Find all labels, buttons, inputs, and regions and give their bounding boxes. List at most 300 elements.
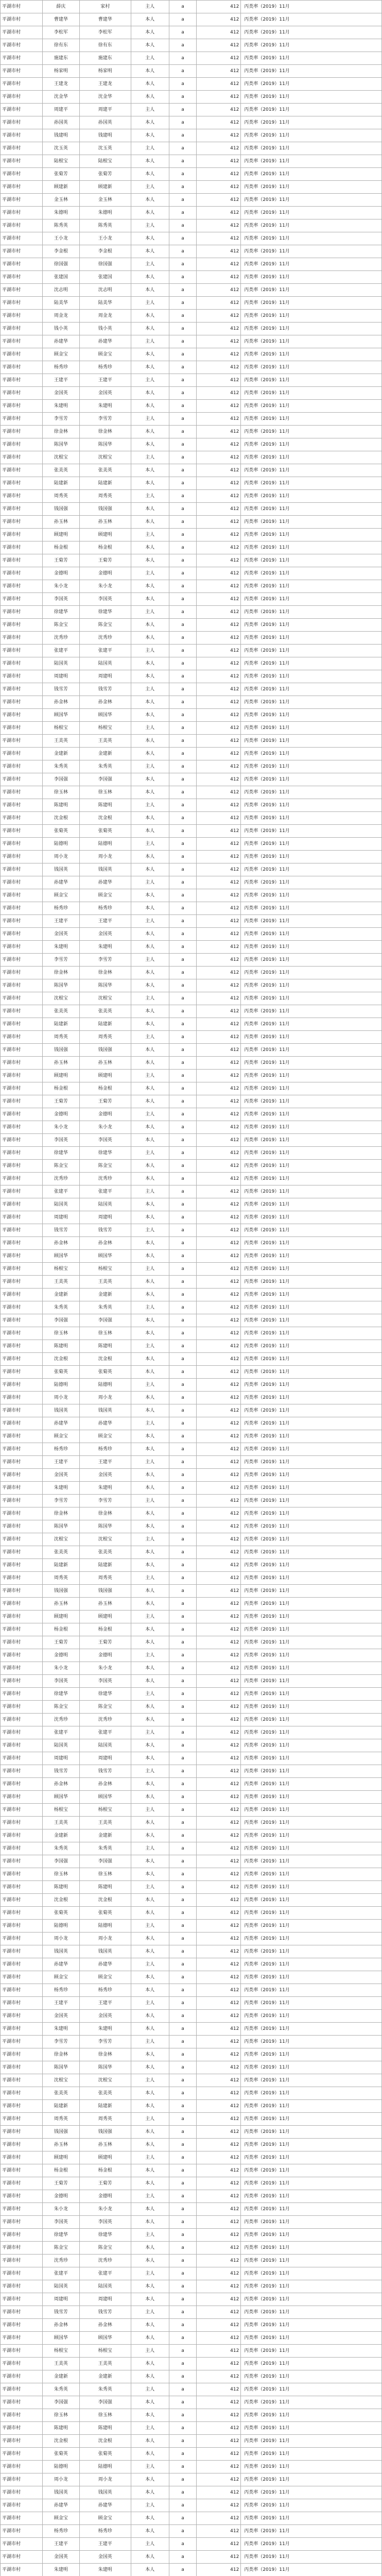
relation-cell: 本人	[131, 1353, 169, 1366]
member-cell: 金建新	[79, 748, 131, 760]
table-row	[1, 1456, 382, 1469]
village-cell: 平湖市村	[1, 863, 43, 876]
relation-cell: 主人	[131, 1920, 169, 1933]
amount-cell: 412	[197, 1327, 241, 1340]
subsidy-cell: 丙类率（2019）11月	[241, 1443, 382, 1456]
subsidy-cell: 丙类率（2019）11月	[241, 838, 382, 851]
name-cell: 徐有东	[42, 39, 79, 52]
name-cell: 顾建新	[42, 181, 79, 194]
village-cell: 平湖市村	[1, 1791, 43, 1804]
relation-cell: 本人	[131, 477, 169, 490]
amount-cell: 412	[197, 1572, 241, 1585]
amount-cell: 412	[197, 1559, 241, 1572]
category-cell: a	[169, 2435, 197, 2448]
table-row	[1, 902, 382, 915]
category-cell: a	[169, 2061, 197, 2074]
amount-cell: 412	[197, 387, 241, 400]
name-cell: 金国英	[42, 1469, 79, 1482]
name-cell: 钱国强	[42, 2126, 79, 2139]
subsidy-cell: 丙类率（2019）11月	[241, 2203, 382, 2216]
amount-cell: 412	[197, 1997, 241, 2010]
village-cell: 平湖市村	[1, 580, 43, 593]
category-cell: a	[169, 503, 197, 516]
amount-cell: 412	[197, 219, 241, 232]
table-row	[1, 181, 382, 194]
table-row	[1, 1855, 382, 1868]
relation-cell: 本人	[131, 593, 169, 606]
amount-cell: 412	[197, 2267, 241, 2280]
relation-cell: 本人	[131, 116, 169, 129]
member-cell: 杨秀珍	[79, 902, 131, 915]
village-cell: 平湖市村	[1, 2087, 43, 2100]
relation-cell: 本人	[131, 194, 169, 207]
member-cell: 张美英	[79, 2087, 131, 2100]
village-cell: 平湖市村	[1, 387, 43, 400]
relation-cell: 本人	[131, 2139, 169, 2151]
subsidy-cell: 丙类率（2019）11月	[241, 799, 382, 812]
subsidy-cell: 丙类率（2019）11月	[241, 554, 382, 567]
name-cell: 金建新	[42, 1829, 79, 1842]
name-cell: 杨秀珍	[42, 2525, 79, 2538]
table-row	[1, 2190, 382, 2203]
category-cell: a	[169, 1340, 197, 1353]
name-cell: 顾国华	[42, 709, 79, 722]
subsidy-cell: 丙类率（2019）11月	[241, 245, 382, 258]
table-row	[1, 348, 382, 361]
member-cell: 陆国英	[79, 657, 131, 670]
name-cell: 金建新	[42, 2370, 79, 2383]
village-cell: 平湖市村	[1, 541, 43, 554]
member-cell: 朱小龙	[79, 1662, 131, 1675]
amount-cell: 412	[197, 426, 241, 438]
category-cell: a	[169, 1881, 197, 1894]
relation-cell: 本人	[131, 1005, 169, 1018]
member-cell: 李国强	[79, 1855, 131, 1868]
subsidy-cell: 丙类率（2019）11月	[241, 851, 382, 863]
member-cell: 周小龙	[79, 1933, 131, 1945]
member-cell: 陈国华	[79, 438, 131, 451]
village-cell: 平湖市村	[1, 1185, 43, 1198]
table-row	[1, 451, 382, 464]
relation-cell: 本人	[131, 1855, 169, 1868]
member-cell: 陆建新	[79, 2100, 131, 2113]
relation-cell: 主人	[131, 2422, 169, 2435]
category-cell: a	[169, 967, 197, 979]
village-cell: 平湖市村	[1, 2448, 43, 2461]
subsidy-cell: 丙类率（2019）11月	[241, 2435, 382, 2448]
member-cell: 朱小龙	[79, 580, 131, 593]
category-cell: a	[169, 876, 197, 889]
category-cell: a	[169, 1804, 197, 1817]
subsidy-cell: 丙类率（2019）11月	[241, 503, 382, 516]
table-row	[1, 2461, 382, 2473]
relation-cell: 本人	[131, 2525, 169, 2538]
relation-cell: 主人	[131, 181, 169, 194]
amount-cell: 412	[197, 1507, 241, 1520]
name-cell: 沈志明	[42, 284, 79, 297]
subsidy-cell: 丙类率（2019）11月	[241, 1430, 382, 1443]
subsidy-cell: 丙类率（2019）11月	[241, 2345, 382, 2358]
member-cell: 沈金根	[79, 1894, 131, 1907]
name-cell: 周建平	[42, 104, 79, 116]
relation-cell: 主人	[131, 1997, 169, 2010]
category-cell: a	[169, 786, 197, 799]
table-row	[1, 1881, 382, 1894]
member-cell: 王美英	[79, 1276, 131, 1289]
village-cell: 平湖市村	[1, 413, 43, 426]
member-cell: 朱小龙	[79, 1121, 131, 1134]
village-cell: 平湖市村	[1, 2074, 43, 2087]
relation-cell: 本人	[131, 863, 169, 876]
village-cell: 平湖市村	[1, 2525, 43, 2538]
category-cell: a	[169, 1108, 197, 1121]
category-cell: a	[169, 142, 197, 155]
table-row	[1, 245, 382, 258]
member-cell: 张美英	[79, 1005, 131, 1018]
village-cell: 平湖市村	[1, 632, 43, 645]
subsidy-cell: 丙类率（2019）11月	[241, 1327, 382, 1340]
amount-cell: 412	[197, 1920, 241, 1933]
name-cell: 杨根宝	[42, 2345, 79, 2358]
subsidy-cell: 丙类率（2019）11月	[241, 323, 382, 335]
table-row	[1, 65, 382, 78]
relation-cell: 本人	[131, 2370, 169, 2383]
amount-cell: 412	[197, 464, 241, 477]
category-cell: a	[169, 1829, 197, 1842]
category-cell: a	[169, 580, 197, 593]
village-cell: 平湖市村	[1, 2435, 43, 2448]
relation-cell: 主人	[131, 876, 169, 889]
subsidy-cell: 丙类率（2019）11月	[241, 735, 382, 748]
subsidy-cell: 丙类率（2019）11月	[241, 65, 382, 78]
table-row	[1, 786, 382, 799]
village-cell: 平湖市村	[1, 2461, 43, 2473]
village-cell: 平湖市村	[1, 657, 43, 670]
subsidy-cell: 丙类率（2019）11月	[241, 967, 382, 979]
relation-cell: 本人	[131, 232, 169, 245]
relation-cell: 主人	[131, 335, 169, 348]
table-row	[1, 1005, 382, 1018]
table-row	[1, 2177, 382, 2190]
village-cell: 平湖市村	[1, 1057, 43, 1070]
subsidy-cell: 丙类率（2019）11月	[241, 2461, 382, 2473]
amount-cell: 412	[197, 722, 241, 735]
member-cell: 沈金根	[79, 2435, 131, 2448]
name-cell: 杨秀珍	[42, 1443, 79, 1456]
category-cell: a	[169, 2319, 197, 2332]
subsidy-cell: 丙类率（2019）11月	[241, 1005, 382, 1018]
name-cell: 李国英	[42, 593, 79, 606]
name-cell: 孙金林	[42, 1237, 79, 1250]
subsidy-cell: 丙类率（2019）11月	[241, 1688, 382, 1701]
table-row	[1, 1082, 382, 1095]
table-row	[1, 2486, 382, 2499]
member-cell: 陆德明	[79, 838, 131, 851]
name-cell: 王建平	[42, 2538, 79, 2551]
name-cell: 沈金华	[42, 91, 79, 104]
relation-cell: 本人	[131, 1984, 169, 1997]
table-row	[1, 1108, 382, 1121]
village-cell: 平湖市村	[1, 155, 43, 168]
category-cell: a	[169, 1920, 197, 1933]
category-cell: a	[169, 2255, 197, 2267]
subsidy-cell: 丙类率（2019）11月	[241, 1907, 382, 1920]
relation-cell: 本人	[131, 812, 169, 825]
subsidy-cell: 丙类率（2019）11月	[241, 387, 382, 400]
name-cell: 金国英	[42, 2010, 79, 2023]
relation-cell: 本人	[131, 1662, 169, 1675]
amount-cell: 412	[197, 2164, 241, 2177]
name-cell: 张美英	[42, 1005, 79, 1018]
relation-cell: 本人	[131, 1714, 169, 1726]
member-cell: 陆国英	[79, 2280, 131, 2293]
member-cell: 徐建华	[79, 1688, 131, 1701]
table-row	[1, 2061, 382, 2074]
member-cell: 朱秀英	[79, 1301, 131, 1314]
table-row	[1, 1301, 382, 1314]
village-cell: 平湖市村	[1, 1958, 43, 1971]
category-cell: a	[169, 2074, 197, 2087]
subsidy-cell: 丙类率（2019）11月	[241, 2023, 382, 2036]
subsidy-cell: 丙类率（2019）11月	[241, 1585, 382, 1598]
name-cell: 朱德明	[42, 207, 79, 219]
amount-cell: 412	[197, 2242, 241, 2255]
relation-cell: 本人	[131, 748, 169, 760]
member-cell: 沈金根	[79, 812, 131, 825]
relation-cell: 本人	[131, 1971, 169, 1984]
category-cell: a	[169, 915, 197, 928]
member-cell: 陈建明	[79, 1881, 131, 1894]
amount-cell: 412	[197, 773, 241, 786]
member-cell: 陈建明	[79, 1340, 131, 1353]
member-cell: 李国英	[79, 1134, 131, 1147]
village-cell: 平湖市村	[1, 2177, 43, 2190]
amount-cell: 412	[197, 1894, 241, 1907]
subsidy-cell: 丙类率（2019）11月	[241, 709, 382, 722]
member-cell: 金玉林	[79, 194, 131, 207]
member-cell: 金德明	[79, 1649, 131, 1662]
category-cell: a	[169, 1327, 197, 1340]
table-row	[1, 2151, 382, 2164]
amount-cell: 412	[197, 335, 241, 348]
table-row	[1, 297, 382, 310]
name-cell: 周秀英	[42, 1572, 79, 1585]
table-row	[1, 1147, 382, 1160]
relation-cell: 本人	[131, 1237, 169, 1250]
subsidy-cell: 丙类率（2019）11月	[241, 1726, 382, 1739]
amount-cell: 412	[197, 297, 241, 310]
village-cell: 平湖市村	[1, 2229, 43, 2242]
relation-cell: 本人	[131, 825, 169, 838]
table-row	[1, 1907, 382, 1920]
amount-cell: 412	[197, 1495, 241, 1507]
table-row	[1, 670, 382, 683]
table-row	[1, 1160, 382, 1173]
village-cell: 平湖市村	[1, 1301, 43, 1314]
name-cell: 王美英	[42, 1817, 79, 1829]
table-row	[1, 2525, 382, 2538]
category-cell: a	[169, 1701, 197, 1714]
name-cell: 陆建新	[42, 477, 79, 490]
category-cell: a	[169, 1379, 197, 1392]
member-cell: 张菊芳	[79, 168, 131, 181]
name-cell: 沈根宝	[42, 2074, 79, 2087]
subsidy-cell: 丙类率（2019）11月	[241, 2010, 382, 2023]
village-cell: 平湖市村	[1, 1314, 43, 1327]
amount-cell: 412	[197, 1945, 241, 1958]
table-row	[1, 1791, 382, 1804]
member-cell: 王美英	[79, 2358, 131, 2370]
subsidy-cell: 丙类率（2019）11月	[241, 2087, 382, 2100]
village-cell: 平湖市村	[1, 1366, 43, 1379]
subsidy-cell: 丙类率（2019）11月	[241, 1301, 382, 1314]
amount-cell: 412	[197, 438, 241, 451]
table-row	[1, 760, 382, 773]
amount-cell: 412	[197, 451, 241, 464]
relation-cell: 本人	[131, 773, 169, 786]
subsidy-cell: 丙类率（2019）11月	[241, 1404, 382, 1417]
name-cell: 周小龙	[42, 1933, 79, 1945]
table-row	[1, 1997, 382, 2010]
member-cell: 陆建新	[79, 477, 131, 490]
table-row	[1, 954, 382, 967]
member-cell: 陆德明	[79, 1379, 131, 1392]
relation-cell: 主人	[131, 142, 169, 155]
relation-cell: 本人	[131, 2255, 169, 2267]
member-cell: 顾建新	[79, 181, 131, 194]
member-cell: 陈金宝	[79, 1160, 131, 1173]
table-row	[1, 657, 382, 670]
relation-cell: 主人	[131, 529, 169, 541]
amount-cell: 412	[197, 786, 241, 799]
member-cell: 陆德明	[79, 1920, 131, 1933]
member-cell: 杨秀珍	[79, 2525, 131, 2538]
amount-cell: 412	[197, 2255, 241, 2267]
subsidy-cell: 丙类率（2019）11月	[241, 258, 382, 271]
subsidy-cell: 丙类率（2019）11月	[241, 876, 382, 889]
amount-cell: 412	[197, 2564, 241, 2576]
amount-cell: 412	[197, 1585, 241, 1598]
name-cell: 徐玉林	[42, 2409, 79, 2422]
village-cell: 平湖市村	[1, 464, 43, 477]
category-cell: a	[169, 812, 197, 825]
member-cell: 金建新	[79, 1829, 131, 1842]
table-row	[1, 1198, 382, 1211]
village-cell: 平湖市村	[1, 1817, 43, 1829]
subsidy-cell: 丙类率（2019）11月	[241, 812, 382, 825]
village-cell: 平湖市村	[1, 1456, 43, 1469]
table-row	[1, 168, 382, 181]
table-row	[1, 2383, 382, 2396]
subsidy-cell: 丙类率（2019）11月	[241, 1070, 382, 1082]
subsidy-cell: 丙类率（2019）11月	[241, 992, 382, 1005]
relation-cell: 本人	[131, 1430, 169, 1443]
relation-cell: 主人	[131, 1379, 169, 1392]
category-cell: a	[169, 426, 197, 438]
table-row	[1, 310, 382, 323]
subsidy-cell: 丙类率（2019）11月	[241, 2499, 382, 2512]
relation-cell: 主人	[131, 1301, 169, 1314]
name-cell: 陆建新	[42, 1018, 79, 1031]
table-row	[1, 1276, 382, 1289]
amount-cell: 412	[197, 1649, 241, 1662]
member-cell: 李国英	[79, 2216, 131, 2229]
amount-cell: 412	[197, 2551, 241, 2564]
name-cell: 金德明	[42, 2190, 79, 2203]
subsidy-cell: 丙类率（2019）11月	[241, 1211, 382, 1224]
subsidy-cell: 丙类率（2019）11月	[241, 2216, 382, 2229]
relation-cell: 本人	[131, 1044, 169, 1057]
subsidy-cell: 丙类率（2019）11月	[241, 13, 382, 26]
subsidy-cell: 丙类率（2019）11月	[241, 1765, 382, 1778]
amount-cell: 412	[197, 2473, 241, 2486]
category-cell: a	[169, 1430, 197, 1443]
category-cell: a	[169, 2229, 197, 2242]
amount-cell: 412	[197, 760, 241, 773]
member-cell: 沈金华	[79, 91, 131, 104]
amount-cell: 412	[197, 284, 241, 297]
table-row	[1, 1958, 382, 1971]
member-cell: 周建明	[79, 1211, 131, 1224]
amount-cell: 412	[197, 954, 241, 967]
relation-cell: 本人	[131, 1933, 169, 1945]
category-cell: a	[169, 1842, 197, 1855]
subsidy-cell: 丙类率（2019）11月	[241, 1224, 382, 1237]
category-cell: a	[169, 348, 197, 361]
name-cell: 朱小龙	[42, 1662, 79, 1675]
name-cell: 顾金宝	[42, 889, 79, 902]
table-row	[1, 490, 382, 503]
member-cell: 王建平	[79, 915, 131, 928]
village-cell: 平湖市村	[1, 1868, 43, 1881]
relation-cell: 本人	[131, 1198, 169, 1211]
subsidy-cell: 丙类率（2019）11月	[241, 1572, 382, 1585]
village-cell: 平湖市村	[1, 1559, 43, 1572]
amount-cell: 412	[197, 91, 241, 104]
name-cell: 李雪芳	[42, 2036, 79, 2048]
amount-cell: 412	[197, 1611, 241, 1623]
name-cell: 陆国英	[42, 2280, 79, 2293]
member-cell: 钱雪芳	[79, 683, 131, 696]
village-cell: 平湖市村	[1, 1417, 43, 1430]
village-cell: 平湖市村	[1, 194, 43, 207]
category-cell: a	[169, 954, 197, 967]
village-cell: 平湖市村	[1, 1945, 43, 1958]
category-cell: a	[169, 1147, 197, 1160]
relation-cell: 本人	[131, 1546, 169, 1559]
name-cell: 杨根宝	[42, 1804, 79, 1817]
village-cell: 平湖市村	[1, 760, 43, 773]
relation-cell: 主人	[131, 1881, 169, 1894]
table-row	[1, 2358, 382, 2370]
table-row	[1, 593, 382, 606]
table-row	[1, 335, 382, 348]
village-cell: 平湖市村	[1, 554, 43, 567]
subsidy-cell: 丙类率（2019）11月	[241, 1520, 382, 1533]
amount-cell: 412	[197, 2293, 241, 2306]
member-cell: 陈国华	[79, 1520, 131, 1533]
village-cell: 平湖市村	[1, 503, 43, 516]
table-row	[1, 2396, 382, 2409]
relation-cell: 主人	[131, 2229, 169, 2242]
village-cell: 平湖市村	[1, 1765, 43, 1778]
category-cell: a	[169, 2203, 197, 2216]
village-cell: 平湖市村	[1, 1353, 43, 1366]
table-row	[1, 632, 382, 645]
village-cell: 平湖市村	[1, 1726, 43, 1739]
village-cell: 平湖市村	[1, 1739, 43, 1752]
category-cell: a	[169, 2190, 197, 2203]
